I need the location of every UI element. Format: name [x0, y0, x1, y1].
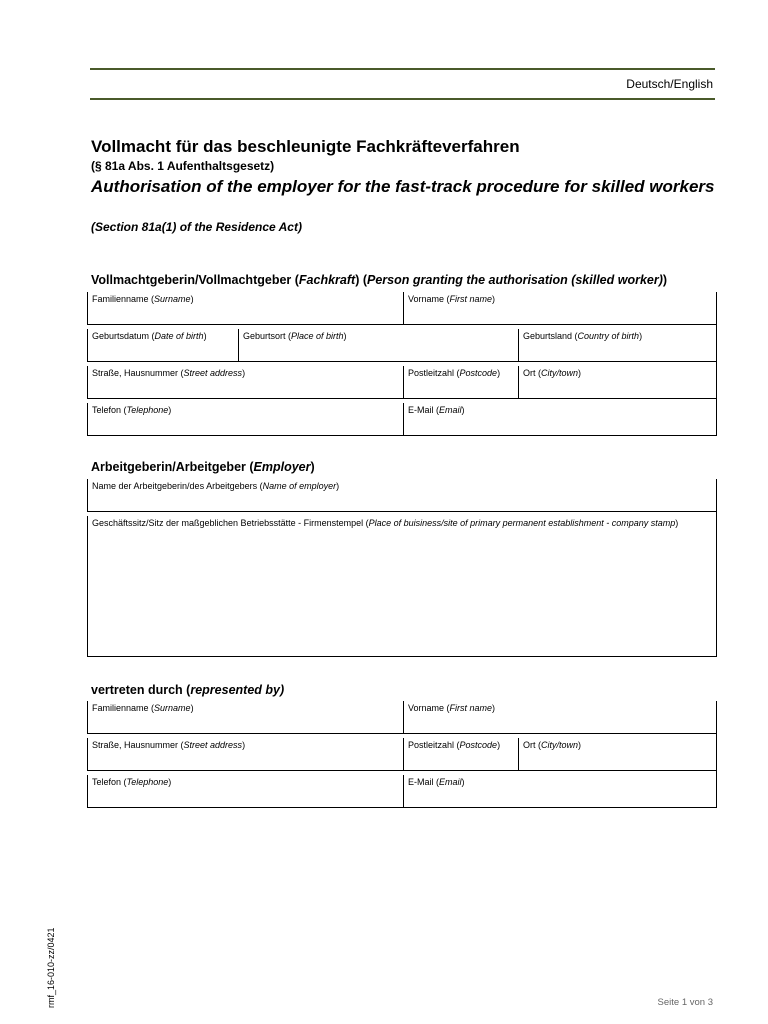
field-city[interactable]: Ort (City/town): [518, 366, 716, 398]
field-rep-city[interactable]: Ort (City/town): [518, 738, 716, 770]
page-number: Seite 1 von 3: [657, 997, 713, 1008]
field-employer-name[interactable]: Name der Arbeitgeberin/des Arbeitgebers (Name of employer): [92, 481, 340, 491]
field-rep-first-name[interactable]: Vorname (First name): [403, 701, 716, 733]
field-rep-email[interactable]: E-Mail (Email): [403, 775, 716, 807]
title-english-sub: (Section 81a(1) of the Residence Act): [91, 220, 302, 234]
field-rep-postcode[interactable]: Postleitzahl (Postcode): [403, 738, 518, 770]
field-street-address[interactable]: Straße, Hausnummer (Street address): [92, 368, 246, 378]
representative-fields: [87, 701, 717, 808]
section-heading-skilled-worker: Vollmachtgeberin/Vollmachtgeber (Fachkraft) (Person granting the authorisation (skilled worker)): [91, 273, 668, 287]
title-german: Vollmacht für das beschleunigte Fachkräfteverfahren: [91, 137, 520, 156]
employer-fields: [87, 479, 717, 657]
field-postcode[interactable]: Postleitzahl (Postcode): [403, 366, 518, 398]
field-rep-surname[interactable]: Familienname (Surname): [92, 703, 194, 713]
form-id: rmf_16-010-zz/0421: [46, 927, 56, 1008]
field-place-of-birth[interactable]: Geburtsort (Place of birth): [238, 329, 518, 361]
section-heading-represented-by: vertreten durch (represented by): [91, 683, 285, 697]
title-german-sub: (§ 81a Abs. 1 Aufenthaltsgesetz): [91, 159, 275, 173]
header-rule: [90, 98, 715, 100]
field-surname[interactable]: Familienname (Surname): [92, 294, 194, 304]
top-rule: [90, 68, 715, 70]
skilled-worker-fields: [87, 292, 717, 436]
field-first-name[interactable]: Vorname (First name): [403, 292, 716, 324]
title-english: Authorisation of the employer for the fast-track procedure for skilled workers: [91, 177, 715, 196]
field-rep-telephone[interactable]: Telefon (Telephone): [92, 777, 172, 787]
field-telephone[interactable]: Telefon (Telephone): [92, 405, 172, 415]
field-company-stamp[interactable]: Geschäftssitz/Sitz der maßgeblichen Betriebsstätte - Firmenstempel (Place of buisiness/site of primary permanent establishment - company stamp): [92, 518, 679, 528]
language-label: Deutsch/English: [626, 77, 713, 91]
field-date-of-birth[interactable]: Geburtsdatum (Date of birth): [92, 331, 207, 341]
field-country-of-birth[interactable]: Geburtsland (Country of birth): [518, 329, 716, 361]
field-rep-street-address[interactable]: Straße, Hausnummer (Street address): [92, 740, 246, 750]
section-heading-employer: Arbeitgeberin/Arbeitgeber (Employer): [91, 460, 315, 474]
field-email[interactable]: E-Mail (Email): [403, 403, 716, 435]
